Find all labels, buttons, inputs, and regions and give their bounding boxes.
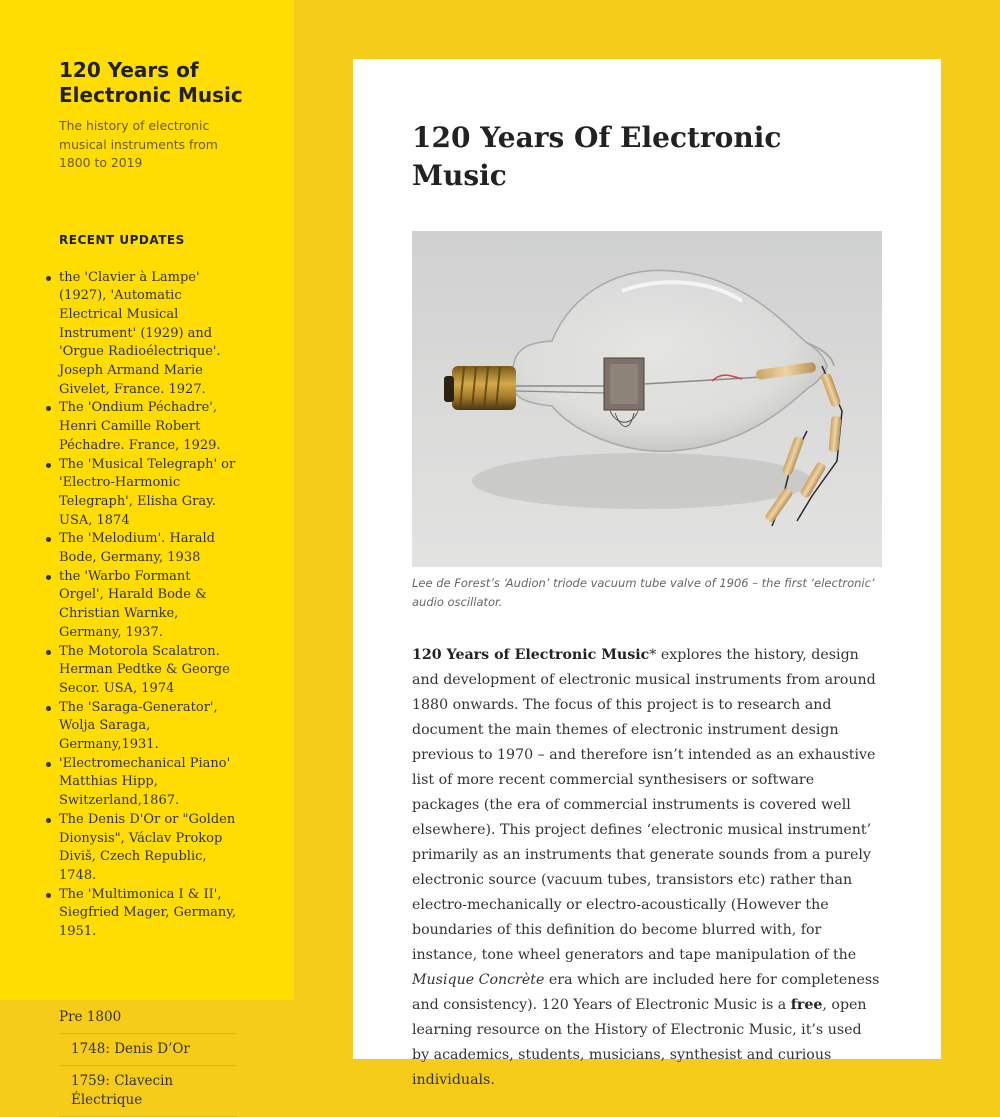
- intro-text: * explores the history, design and development of electronic musical instruments from around 1880 onwards. The focus of this project is to research and document the main themes of electronic instrument design previous to 1970 – and therefore isn’t intended as an exhaustive list of more recent commercial synthesisers or software packages (the era of commercial instruments is covered well elsewhere). This project defines ‘electronic musical instrument’ primarily as an instruments that generate sounds from a purely electronic source (vacuum tubes, transistors etc) rather than electro-mechanically or electro-acoustically (However the boundaries of this definition do become blurred with, for instance, tone wheel generators and tape manipulation of the: [412, 647, 876, 963]
- recent-update-item: [59, 269, 239, 400]
- intro-text-2: era which are included here for completeness and consistency). 120 Years of Electronic Music is a: [412, 972, 880, 1013]
- recent-update-link[interactable]: The 'Saraga-Generator', Wolja Saraga, Germany,1931.: [59, 699, 218, 753]
- recent-update-link[interactable]: the 'Warbo Formant Orgel', Harald Bode & Christian Warnke, Germany, 1937.: [59, 568, 207, 640]
- free-bold: free: [790, 997, 823, 1013]
- nav-link[interactable]: Pre 1800: [59, 1008, 122, 1025]
- recent-update-item: [59, 886, 239, 942]
- vacuum-tube-illustration: [412, 231, 882, 567]
- recent-update-item: [59, 811, 239, 886]
- nav-link[interactable]: 1748: Denis D’Or: [71, 1040, 190, 1057]
- recent-update-link[interactable]: The 'Melodium'. Harald Bode, Germany, 1938: [59, 531, 215, 566]
- recent-update-item: [59, 699, 239, 755]
- audion-tube-image: [412, 231, 882, 567]
- lead-bold: 120 Years of Electronic Music: [412, 647, 650, 663]
- site-title[interactable]: 120 Years of Electronic Music: [59, 58, 243, 107]
- image-caption: Lee de Forest’s ‘Audion’ triode vacuum tube valve of 1906 – the first ‘electronic’ audio oscillator.: [412, 576, 875, 609]
- recent-update-link[interactable]: the 'Clavier à Lampe' (1927), 'Automatic Electrical Musical Instrument' (1929) and 'Orgue Radioélectrique'. Joseph Armand Marie Givelet, France. 1927.: [59, 269, 221, 397]
- sidebar: [0, 0, 294, 1108]
- article-card: [353, 59, 941, 1088]
- recent-update-item: [59, 643, 239, 699]
- nav-item: [59, 1066, 237, 1117]
- recent-update-link[interactable]: The Denis D'Or or "Golden Dionysis", Václav Prokop Diviš, Czech Republic, 1748.: [59, 811, 236, 883]
- site-description: The history of electronic musical instruments from 1800 to 2019: [59, 118, 218, 170]
- intro-paragraph: [412, 643, 882, 1093]
- nav-link[interactable]: 1759: Clavecin Électrique: [71, 1072, 174, 1108]
- recent-updates-list: [59, 269, 239, 942]
- nav-item: [59, 1002, 237, 1034]
- recent-updates-heading: RECENT UPDATES: [59, 232, 185, 247]
- category-nav: [59, 1002, 237, 1117]
- recent-update-item: [59, 456, 239, 531]
- page-title: 120 Years Of Electronic Music: [412, 121, 782, 192]
- recent-update-link[interactable]: The 'Musical Telegraph' or 'Electro-Harmonic Telegraph', Elisha Gray. USA, 1874: [59, 456, 236, 528]
- intro-text-3: , open learning resource on the History of Electronic Music, it’s used by academics, students, musicians, synthesist and curious individuals.: [412, 997, 867, 1088]
- nav-item: [59, 1034, 237, 1066]
- musique-concrete: Musique Concrète: [412, 972, 545, 988]
- recent-update-link[interactable]: The 'Ondium Péchadre', Henri Camille Robert Péchadre. France, 1929.: [59, 400, 221, 453]
- recent-update-link[interactable]: The 'Multimonica I & II', Siegfried Mager, Germany, 1951.: [59, 886, 237, 940]
- recent-update-item: [59, 530, 239, 567]
- recent-update-item: [59, 568, 239, 643]
- recent-update-item: [59, 399, 239, 455]
- recent-update-link[interactable]: The Motorola Scalatron. Herman Pedtke & George Secor. USA, 1974: [59, 643, 230, 696]
- recent-update-item: [59, 755, 239, 811]
- recent-update-link[interactable]: 'Electromechanical Piano' Matthias Hipp, Switzerland,1867.: [59, 755, 231, 809]
